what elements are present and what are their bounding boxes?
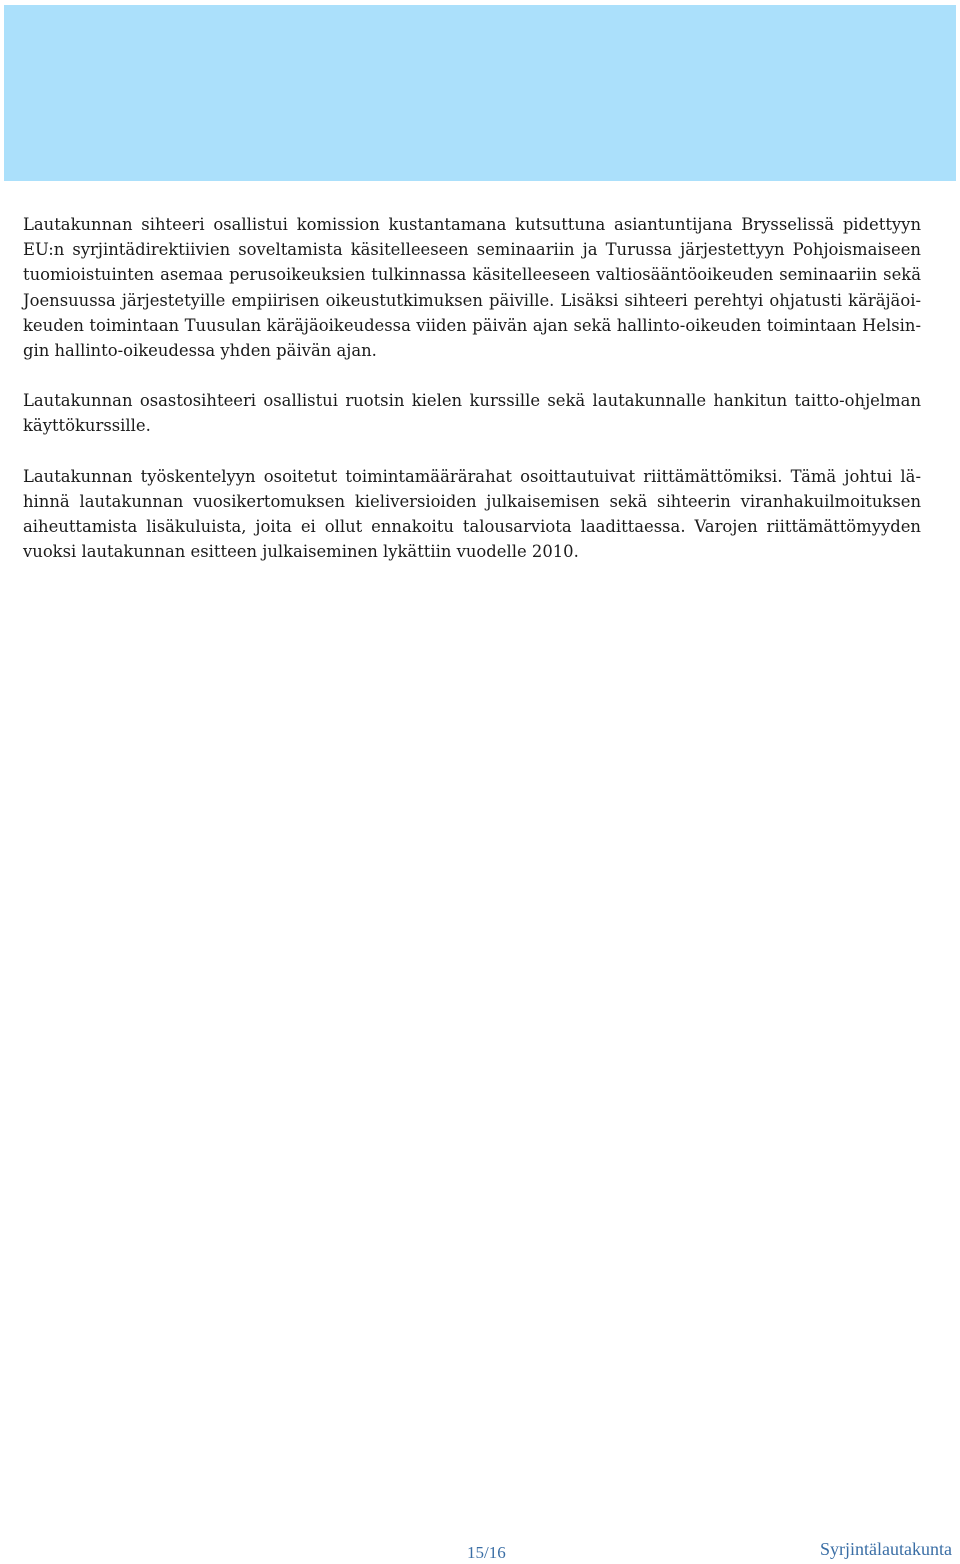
page-number: 15/16 [467,1543,506,1562]
organization-name: Syrjintälautakunta [820,1539,952,1559]
paragraph-3: Lautakunnan työskentelyyn osoitetut toimintamäärärahat osoittautuivat riittämättömiksi. Tämä johtui lähinnä lautakunnan vuosikertomuksen kieliversioiden julkaisemisen sekä sihteerin viranhakuilmoituksen aiheuttamista lisäkuluista, joita ei ollut ennakoitu talousarviota laadittaessa. Varojen riittämättömyyden vuoksi lautakunnan esitteen julkaiseminen lykättiin vuodelle 2010. [23,466,921,562]
paragraph-1: Lautakunnan sihteeri osallistui komission kustantamana kutsuttuna asiantuntijana Brysselissä pidettyyn EU:n syrjintädirektiivien soveltamista käsitelleeseen seminaariin ja Turussa järjestettyyn Pohjoismaiseen tuomioistuinten asemaa perusoikeuksien tulkinnassa käsitelleeseen valtiosääntöoikeuden seminaariin sekä Joensuussa järjestetyille empiirisen oikeustutkimuksen päiville. Lisäksi sihteeri perehtyi ohjatusti käräjäoikeuden toimintaan Tuusulan käräjäoikeudessa viiden päivän ajan sekä hallinto-oikeuden toimintaan Helsingin hallinto-oikeudessa yhden päivän ajan. [23,215,921,361]
paragraph-2: Lautakunnan osastosihteeri osallistui ruotsin kielen kurssille sekä lautakunnalle hankitun taitto-ohjelman käyttökurssille. [23,391,921,436]
document-body [23,212,921,589]
header-band [4,5,956,181]
